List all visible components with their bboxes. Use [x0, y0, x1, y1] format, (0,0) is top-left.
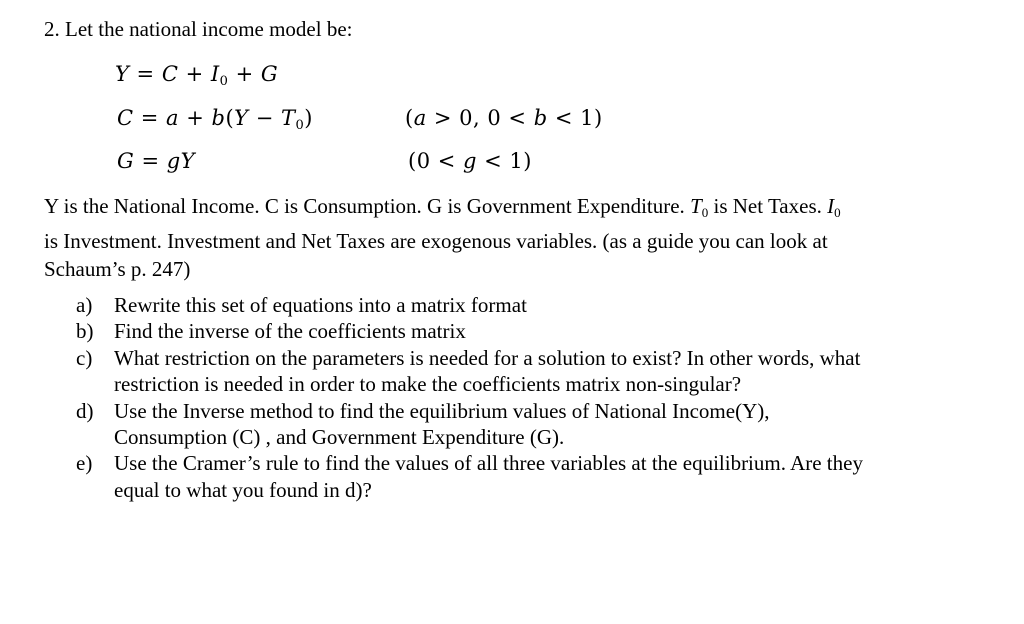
- item-label: e): [76, 451, 93, 476]
- item-line: restriction is needed in order to make the coefficients matrix non-singular?: [114, 372, 742, 397]
- item-line: equal to what you found in d)?: [114, 477, 372, 502]
- eq-lhs: G: [117, 149, 135, 173]
- eq-term: a: [166, 106, 180, 130]
- equation-government: [117, 149, 195, 173]
- eq-lhs: Y: [115, 62, 130, 86]
- cond-var: a: [413, 106, 427, 130]
- cond-var: b: [533, 106, 548, 130]
- description-paragraph: [44, 192, 944, 283]
- item-line: Use the Inverse method to find the equilibrium values of National Income(Y),: [114, 398, 770, 423]
- equation-consumption: [117, 106, 313, 133]
- eq-term: I: [210, 62, 220, 86]
- eq-rel: =: [134, 149, 167, 173]
- list-item: [76, 450, 976, 503]
- cond-var: g: [463, 149, 477, 173]
- eq-term: Y: [234, 106, 249, 130]
- condition-government: [408, 149, 532, 173]
- eq-term: G: [260, 62, 279, 86]
- item-label: c): [76, 345, 93, 370]
- eq-paren: ): [304, 106, 313, 130]
- eq-subscript: 0: [219, 74, 229, 89]
- paragraph-line: Schaum’s p. 247): [44, 257, 191, 281]
- eq-term: C: [161, 62, 179, 86]
- item-text: [114, 292, 976, 318]
- list-item: [76, 398, 976, 451]
- question-list: [76, 292, 976, 503]
- eq-op: +: [228, 62, 261, 86]
- eq-term: T: [281, 106, 296, 130]
- paragraph-text: Y is the National Income. C is Consumption. G is Government Expenditure.: [44, 194, 691, 218]
- cond-text: > 0, 0 <: [426, 106, 534, 130]
- condition-consumption: [405, 106, 603, 130]
- eq-op: +: [179, 106, 212, 130]
- item-label: a): [76, 293, 93, 317]
- list-item: [76, 345, 976, 398]
- cond-text: (0 <: [408, 149, 463, 173]
- eq-lhs: C: [117, 106, 134, 130]
- eq-paren: (: [225, 106, 235, 130]
- paragraph-line: [44, 192, 944, 227]
- var-t: T: [690, 194, 702, 218]
- item-line: What restriction on the parameters is needed for a solution to exist? In other words, what: [114, 345, 861, 370]
- eq-op: −: [248, 106, 281, 130]
- item-label: d): [76, 398, 94, 423]
- cond-text: < 1): [547, 106, 603, 130]
- var-i: I: [827, 194, 835, 218]
- item-text: [114, 318, 976, 344]
- eq-op: +: [178, 62, 211, 86]
- item-text: [114, 345, 976, 398]
- item-label: b): [76, 319, 94, 344]
- item-line: Find the inverse of the coefficients matrix: [114, 319, 466, 344]
- item-text: [114, 450, 976, 503]
- cond-text: < 1): [476, 149, 532, 173]
- question-heading: 2. Let the national income model be:: [44, 17, 353, 41]
- list-item: [76, 318, 976, 344]
- equation-income: [115, 62, 278, 89]
- var-subscript: 0: [834, 205, 841, 220]
- item-line: Consumption (C) , and Government Expenditure (G).: [114, 425, 565, 450]
- item-line: Rewrite this set of equations into a matrix format: [114, 293, 527, 317]
- cond-paren: (: [405, 106, 414, 130]
- var-subscript: 0: [701, 205, 709, 220]
- eq-rel: =: [133, 106, 167, 130]
- eq-term: b: [211, 106, 226, 130]
- item-line: Use the Cramer’s rule to find the values of all three variables at the equilibrium. Are they: [114, 451, 863, 476]
- eq-subscript: 0: [295, 118, 305, 133]
- eq-term: gY: [166, 149, 196, 173]
- list-item: [76, 292, 976, 318]
- eq-rel: =: [129, 62, 162, 86]
- paragraph-text: is Net Taxes.: [708, 194, 828, 218]
- paragraph-line: is Investment. Investment and Net Taxes are exogenous variables. (as a guide you can look at: [44, 229, 828, 253]
- item-text: [114, 398, 976, 451]
